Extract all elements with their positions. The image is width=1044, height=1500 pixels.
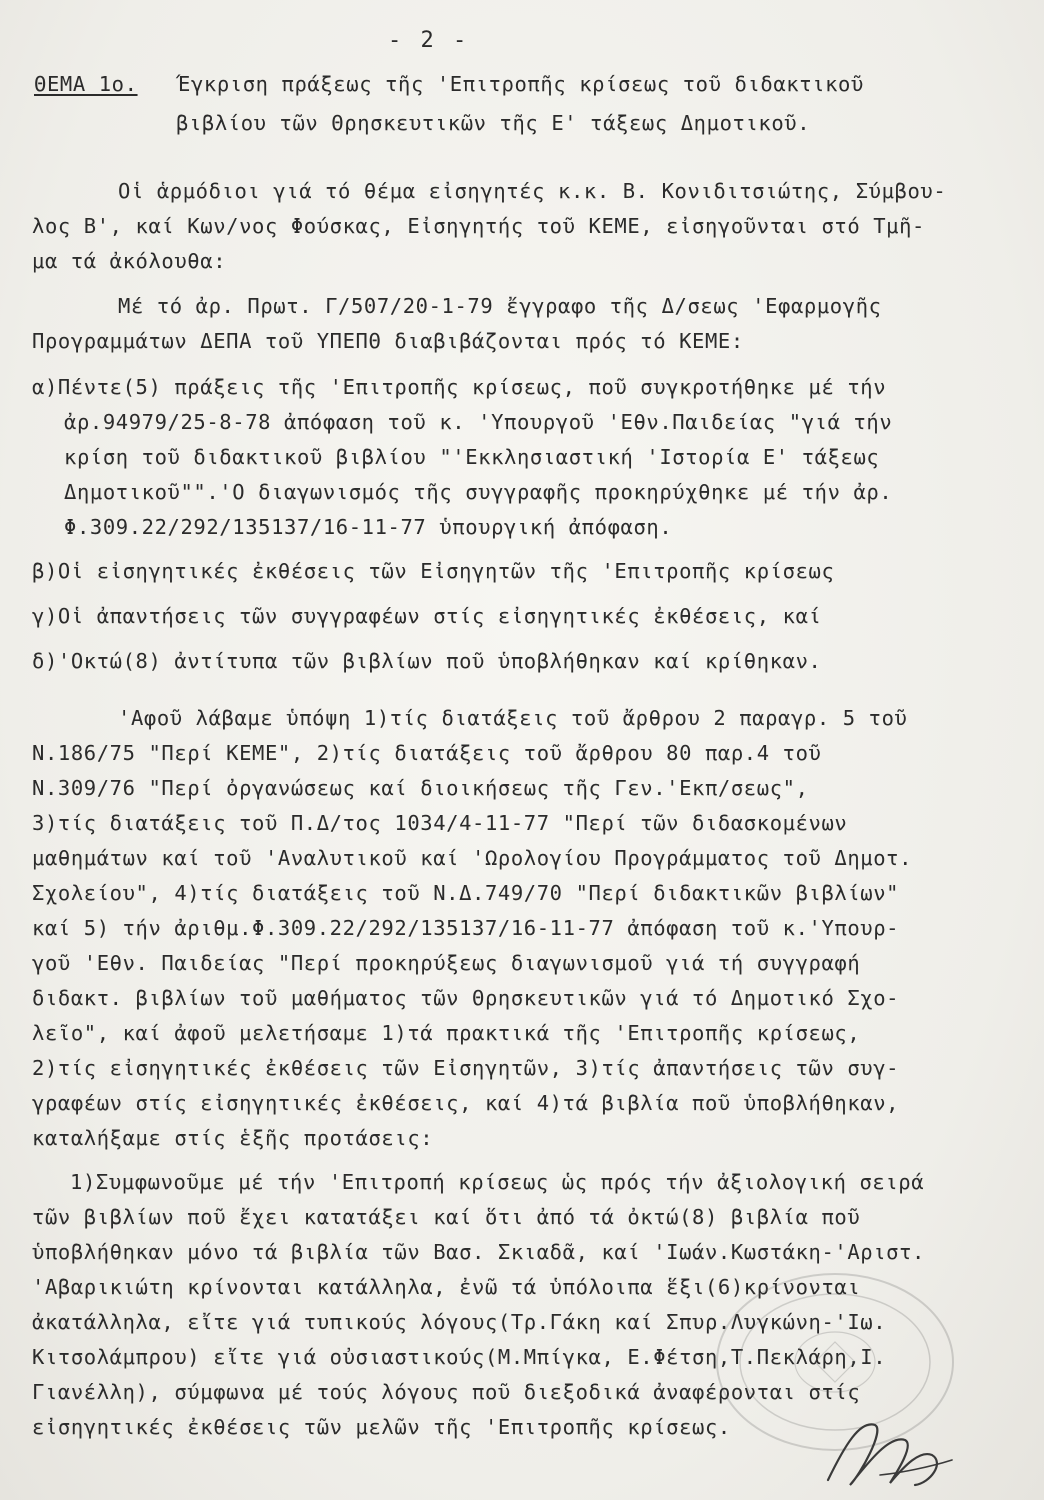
proposal-1: 1)Συμφωνοῦμε μέ τήν 'Επιτροπή κρίσεως ὡς πρός τήν ἀξιολογική σειρά — [70, 1170, 925, 1194]
body-line: γραφέων στίς εἰσηγητικές ἐκθέσεις, καί 4)τά βιβλία ποῦ ὑποβλήθηκαν, — [32, 1091, 900, 1115]
body-line: Σχολείου", 4)τίς διατάξεις τοῦ Ν.Δ.749/70 "Περί διδακτικῶν βιβλίων" — [32, 881, 900, 905]
signature — [820, 1405, 960, 1495]
body-line: 2)τίς εἰσηγητικές ἐκθέσεις τῶν Εἰσηγητῶν, 3)τίς ἀπαντήσεις τῶν συγ- — [32, 1056, 900, 1080]
list-item-c: γ)Οἱ ἀπαντήσεις τῶν συγγραφέων στίς εἰσηγητικές ἐκθέσεις, καί — [32, 604, 822, 628]
body-line: λος Β', καί Κων/νος Φούσκας, Εἰσηγητής τοῦ ΚΕΜΕ, εἰσηγοῦνται στό Τμῆ- — [32, 214, 926, 238]
heading-title-line-2: βιβλίου τῶν Θρησκευτικῶν τῆς Ε' τάξεως Δημοτικοῦ. — [176, 111, 811, 135]
body-line: κρίση τοῦ διδακτικοῦ βιβλίου "'Εκκλησιαστική 'Ιστορία Ε' τάξεως — [64, 445, 880, 469]
body-line: Μέ τό ἀρ. Πρωτ. Γ/507/20-1-79 ἔγγραφο τῆς Δ/σεως 'Εφαρμογῆς — [118, 294, 882, 318]
body-line: Δημοτικοῦ"".'Ο διαγωνισμός τῆς συγγραφῆς προκηρύχθηκε μέ τήν ἀρ. — [64, 480, 893, 504]
body-line: καταλήξαμε στίς ἑξῆς προτάσεις: — [32, 1126, 434, 1150]
body-line: Κιτσολάμπρου) εἴτε γιά οὐσιαστικούς(Μ.Μπίγκα, Ε.Φέτση,Τ.Πεκλάρη,Ι. — [32, 1345, 887, 1369]
body-line: εἰσηγητικές ἐκθέσεις τῶν μελῶν τῆς 'Επιτροπῆς κρίσεως. — [32, 1415, 731, 1439]
list-item-d: δ)'Οκτώ(8) ἀντίτυπα τῶν βιβλίων ποῦ ὑποβλήθηκαν καί κρίθηκαν. — [32, 649, 822, 673]
body-line: Οἱ ἁρμόδιοι γιά τό θέμα εἰσηγητές κ.κ. Β. Κονιδιτσιώτης, Σύμβου- — [118, 179, 947, 203]
body-line: ἀρ.94979/25-8-78 ἀπόφαση τοῦ κ. 'Υπουργοῦ 'Εθν.Παιδείας "γιά τήν — [64, 410, 893, 434]
body-line: 'Αφοῦ λάβαμε ὑπόψη 1)τίς διατάξεις τοῦ ἄρθρου 2 παραγρ. 5 τοῦ — [118, 706, 908, 730]
body-line: Ν.186/75 "Περί ΚΕΜΕ", 2)τίς διατάξεις τοῦ ἄρθρου 80 παρ.4 τοῦ — [32, 741, 822, 765]
body-line: μαθημάτων καί τοῦ 'Αναλυτικοῦ καί 'Ωρολογίου Προγράμματος τοῦ Δημοτ. — [32, 846, 913, 870]
list-item-b: β)Οἱ εἰσηγητικές ἐκθέσεις τῶν Εἰσηγητῶν τῆς 'Επιτροπῆς κρίσεως — [32, 559, 835, 583]
body-line: λεῖο", καί ἀφοῦ μελετήσαμε 1)τά πρακτικά τῆς 'Επιτροπῆς κρίσεως, — [32, 1021, 861, 1045]
body-line: μα τά ἀκόλουθα: — [32, 249, 227, 273]
body-line: καί 5) τήν ἀριθμ.Φ.309.22/292/135137/16-11-77 ἀπόφαση τοῦ κ.'Υπουρ- — [32, 916, 900, 940]
body-line: διδακτ. βιβλίων τοῦ μαθήματος τῶν Θρησκευτικῶν γιά τό Δημοτικό Σχο- — [32, 986, 900, 1010]
body-line: 'Αβαρικιώτη κρίνονται κατάλληλα, ἐνῶ τά ὑπόλοιπα ἕξι(6)κρίνονται — [32, 1275, 861, 1299]
body-line: γοῦ 'Εθν. Παιδείας "Περί προκηρύξεως διαγωνισμοῦ γιά τή συγγραφή — [32, 951, 861, 975]
body-line: τῶν βιβλίων ποῦ ἔχει κατατάξει καί ὅτι ἀπό τά ὀκτώ(8) βιβλία ποῦ — [32, 1205, 861, 1229]
body-line: Φ.309.22/292/135137/16-11-77 ὑπουργική ἀπόφαση. — [64, 515, 673, 539]
body-line: ἀκατάλληλα, εἴτε γιά τυπικούς λόγους(Τρ.Γάκη καί Σπυρ.Λυγκώνη-'Ιω. — [32, 1310, 887, 1334]
page-number: - 2 - — [388, 28, 470, 53]
list-item-a: α)Πέντε(5) πράξεις τῆς 'Επιτροπῆς κρίσεως, ποῦ συγκροτήθηκε μέ τήν — [32, 375, 887, 399]
body-line: 3)τίς διατάξεις τοῦ Π.Δ/τος 1034/4-11-77 "Περί τῶν διδασκομένων — [32, 811, 848, 835]
body-line: Προγραμμάτων ΔΕΠΑ τοῦ ΥΠΕΠΘ διαβιβάζονται πρός τό ΚΕΜΕ: — [32, 329, 744, 353]
heading-title-line-1: Έγκριση πράξεως τῆς 'Επιτροπῆς κρίσεως τοῦ διδακτικοῦ — [178, 72, 864, 96]
heading-label: ΘΕΜΑ 1ο. — [34, 72, 138, 96]
body-line: Γιανέλλη), σύμφωνα μέ τούς λόγους ποῦ διεξοδικά ἀναφέρονται στίς — [32, 1380, 861, 1404]
body-line: Ν.309/76 "Περί ὀργανώσεως καί διοικήσεως τῆς Γεν.'Εκπ/σεως", — [32, 776, 809, 800]
body-line: ὑποβλήθηκαν μόνο τά βιβλία τῶν Βασ. Σκιαδᾶ, καί 'Ιωάν.Κωστάκη-'Αριστ. — [32, 1240, 926, 1264]
